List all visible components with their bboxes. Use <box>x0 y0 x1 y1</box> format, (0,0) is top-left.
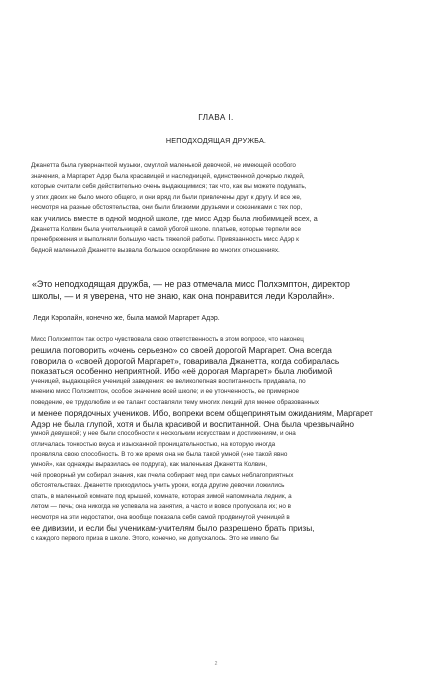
text-line: пренебрежения и выполняли большую часть тяжелой работы. Привязанность мисс Адэр к <box>31 236 299 244</box>
text-line: чей проворный ум собирал знания, как пчела собирает мед при самых неблагоприятных <box>31 471 294 479</box>
text-line: Джанетта была гувернанткой музыки, смуглой маленькой девочкой, не имеющей особого <box>31 162 296 169</box>
text-line: умной девушкой; у нее были способности к нескольким искусствам и достижениям, и она <box>31 430 296 438</box>
text-line: летом — печь; она никогда не успевала на занятия, а часто и вовсе пропускала их; но в <box>31 503 292 511</box>
text-line: ученицей, выдающейся ученицей заведения: ее великолепная воспитанность придавала, по <box>31 377 306 385</box>
text-line: спать, в маленькой комнате под крышей, комнате, которая зимой напоминала ледник, а <box>31 492 292 500</box>
text-line: ее дивизии, и если бы ученикам-учителям было разрешено брать призы, <box>31 523 315 534</box>
text-line: и менее порядочных учеников. Ибо, вопреки всем общепринятым ожиданиям, Маргарет <box>31 408 373 419</box>
text-line: значения, а Маргарет Адэр была красавицей и наследницей, единственной дочерью людей, <box>31 172 305 180</box>
text-line: проявляла свою способность. В то же время она не была такой умной («не такой явно <box>31 450 288 458</box>
text-line: несмотря на эти недостатки, она вообще показала себя самой продвинутой ученицей в <box>31 513 290 521</box>
text-line: говорила о «своей дорогой Маргарет», говаривала Джанетта, когда собиралась <box>31 355 340 366</box>
text-line: обстоятельствах. Джанетте приходилось учить уроки, когда другие девочки ложились <box>31 482 285 490</box>
text-line: бедной маленькой Джанетте вызвала большое оскорбление во многих отношениях. <box>31 246 280 254</box>
text-line: Джанетта Колвин была учительницей в самой убогой школе. платьев, которые терпели все <box>31 225 301 233</box>
text-line: Леди Кэролайн, конечно же, была мамой Маргарет Адэр. <box>33 315 220 322</box>
text-line: умной», как однажды выразилась ее подруга), как маленькая Джанетта Колвин, <box>31 461 268 469</box>
paragraph-4 <box>31 335 409 544</box>
paragraph-1 <box>31 161 409 256</box>
chapter-subtitle: НЕПОДХОДЯЩАЯ ДРУЖБА. <box>165 136 267 145</box>
paragraph-2 <box>32 278 410 303</box>
text-line: решила поговорить «очень серьезно» со своей дорогой Маргарет. Она всегда <box>31 345 332 356</box>
text-line: несмотря на разные обстоятельства, они были близкими друзьями и союзниками с тех пор, <box>31 204 303 212</box>
page-number: 2 <box>214 661 218 667</box>
text-line: школы, — и я уверена, что не знаю, как она понравится леди Кэролайн». <box>32 291 335 302</box>
text-line: поведение, ее трудолюбие и ее талант составляли тему многих лекций для менее образованных <box>31 398 319 406</box>
text-line: с каждого первого приза в школе. Этого, конечно, не допускалось. Это не имело бы <box>31 534 279 542</box>
paragraph-3 <box>33 314 411 324</box>
text-line: которые считали себя действительно очень выдающимися; так что, как вы можете подумать, <box>31 183 307 191</box>
text-line: как учились вместе в одной модной школе, где мисс Адэр была любимицей всех, а <box>31 213 318 223</box>
text-line: мнению мисс Полхэмптон, особое значение всей школе; и ее утонченность, ее примерное <box>31 388 300 396</box>
chapter-title: ГЛАВА I. <box>198 113 234 122</box>
text-line: «Это неподходящая дружба, — не раз отмечала мисс Полхэмптон, директор <box>32 279 350 289</box>
text-line: у этих двоих не было много общего, и они вряд ли были привлечены друг к другу. И все же, <box>31 193 302 201</box>
text-line: Мисс Полхэмптон так остро чувствовала свою ответственность в этом вопросе, что наконец <box>31 336 304 343</box>
text-line: показаться особенно неприятной. Ибо «её дорогая Маргарет» была любимой <box>31 366 333 377</box>
text-line: отличалась тонкостью вкуса и изысканной проницательностью, на которую иногда <box>31 440 276 448</box>
text-line: Адэр не была глупой, хотя и была красивой и воспитанной. Она была чрезвычайно <box>31 418 355 429</box>
